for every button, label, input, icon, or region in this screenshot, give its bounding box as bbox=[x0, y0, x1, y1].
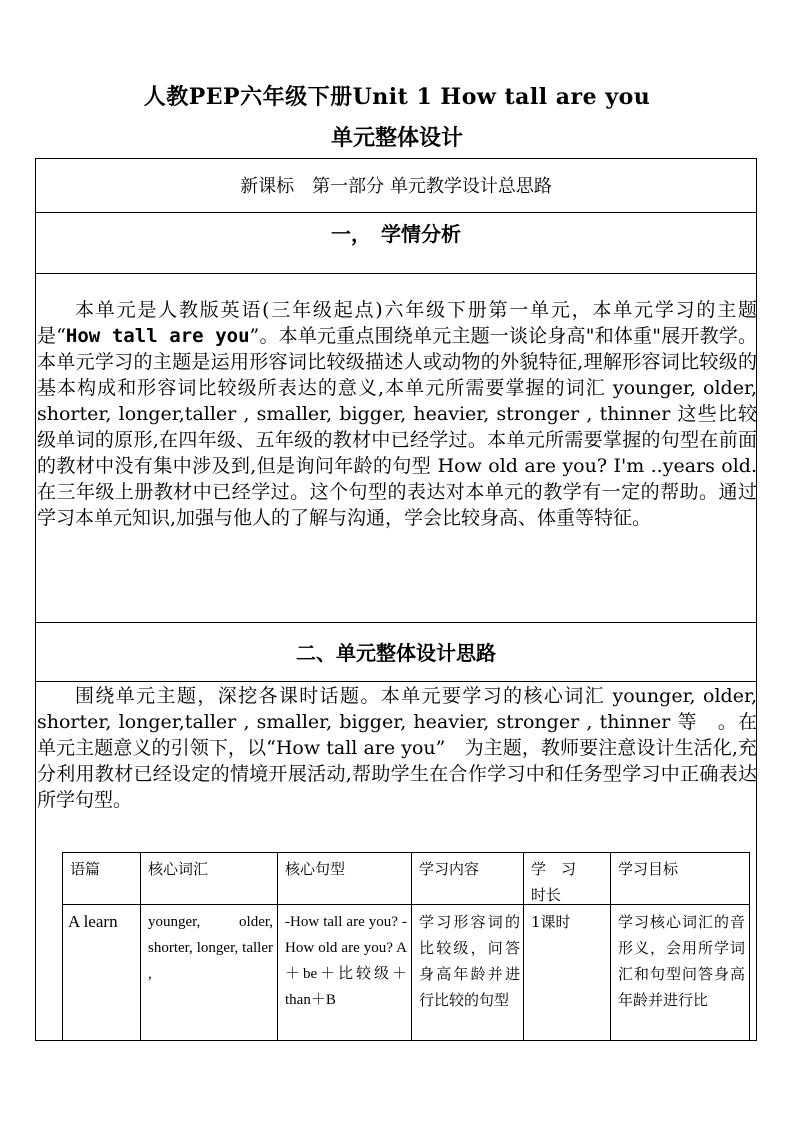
table-header: 学习内容 bbox=[419, 860, 480, 878]
topic-text: How tall are you bbox=[65, 325, 250, 347]
table-cell: 1课时 bbox=[531, 913, 571, 931]
document-title: 人教PEP六年级下册Unit 1 How tall are you bbox=[143, 84, 651, 110]
table-cell: 学习形容词的比较级，问答身高年龄并进行比较的句型 bbox=[419, 913, 520, 1009]
table-cell: -How tall are you? -How old are you? A＋be＋比较级＋than＋B bbox=[285, 914, 407, 1008]
table-cell: A learn bbox=[68, 912, 118, 931]
table-cell: younger, older, shorter, longer, taller , bbox=[148, 914, 273, 982]
section1-heading: 一， 学情分析 bbox=[331, 222, 461, 246]
section-subtitle: 新课标 第一部分 单元教学设计总思路 bbox=[240, 176, 552, 197]
divider bbox=[35, 622, 757, 623]
table-header: 学 习 时长 bbox=[531, 860, 592, 904]
divider bbox=[35, 681, 757, 682]
table-header: 核心词汇 bbox=[148, 860, 209, 878]
section1-paragraph: 本单元是人教版英语(三年级起点)六年级下册第一单元，本单元学习的主题是“How tall are you”。本单元重点围绕单元主题一谈论身高"和体重"展开教学。本单元学习的主题是运用形容词比较级描述人或动物的外貌特征,理解形容词比较级的基本构成和形容词比较级所表达的意义,本单元所需要掌握的词汇 younger, older, shorter, longer,taller , smaller, bigger, heavier, stronger , thinner 这些比较级单词的原形,在四年级、五年级的教材中已经学过。本单元所需要掌握的句型在前面的教材中没有集中涉及到,但是询问年龄的句型 How old are you? I'm ..years old.在三年级上册教材中已经学过。这个句型的表达对本单元的教学有一定的帮助。通过学习本单元知识,加强与他人的了解与沟通，学会比较身高、体重等特征。 bbox=[37, 299, 757, 529]
table-header: 学习目标 bbox=[618, 860, 679, 878]
table-cell: 学习核心词汇的音形义，会用所学词汇和句型问答身高年龄并进行比 bbox=[618, 913, 745, 1009]
divider bbox=[35, 273, 757, 274]
document-subtitle: 单元整体设计 bbox=[330, 125, 463, 151]
table-header: 核心句型 bbox=[285, 860, 346, 878]
section2-heading: 二、单元整体设计思路 bbox=[296, 641, 496, 665]
divider bbox=[35, 212, 757, 213]
table-header: 语篇 bbox=[70, 860, 101, 878]
section2-paragraph: 围绕单元主题，深挖各课时话题。本单元要学习的核心词汇 younger, older, shorter, longer,taller , smaller, bigger, heavier, stronger , thinner 等 。在单元主题意义的引领下，以“How tall are you” 为主题，教师要注意设计生活化,充分利用教材已经设定的情境开展活动,帮助学生在合作学习中和任务型学习中正确表达所学句型。 bbox=[37, 685, 757, 811]
